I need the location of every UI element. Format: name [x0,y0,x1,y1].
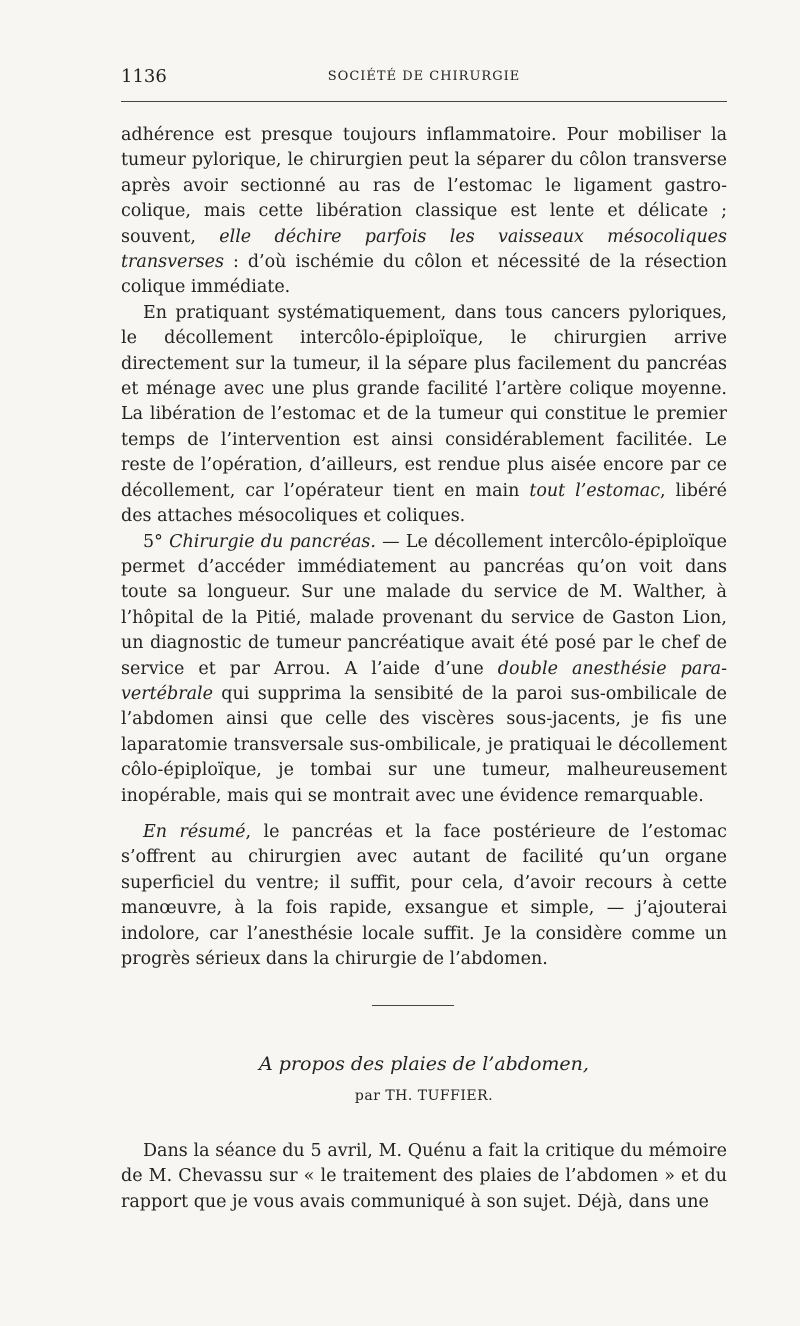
text-run: 5° [143,531,170,552]
italic-run: tout l’estomac [529,480,661,501]
paragraph-5 [121,1139,727,1215]
section-rule [372,1005,454,1006]
text-run: adhérence est presque toujours inflammatoire. Pour mobiliser la tumeur pylorique, le chirurgien peut la séparer du côlon transverse après avoir sectionné au ras de l’estomac le ligament gastro-colique, mais cette libération classique est lente et délicate ; souvent, [121,125,727,247]
text-run: Dans la séance du 5 avril, M. Quénu a fait la critique du mémoire de M. Chevassu sur « le traitement des plaies de l’abdomen » et du rapport que je vous avais communiqué à son sujet. Déjà, dans une [121,1141,727,1212]
text-run: En pratiquant systématiquement, dans tous cancers pyloriques, le décollement intercôlo-épiploïque, le chirurgien arrive directement sur la tumeur, il la sépare plus facilement du pancréas et ménage avec une plus grande facilité l’artère colique moyenne. La libération de l’estomac et de la tumeur qui constitue le premier temps de l’intervention est ainsi considérablement facilitée. Le reste de l’opération, d’ailleurs, est rendue plus aisée encore par ce décollement, car l’opérateur tient en main [121,302,727,501]
header-rule [121,101,727,102]
page-number: 1136 [121,66,167,87]
text-block-3 [121,1139,727,1215]
text-block-2 [121,820,727,972]
italic-run: double anesthésie para-vertébrale [121,658,727,704]
text-run: qui supprima la sensibité de la paroi sus-ombilicale de l’abdomen ainsi que celle des viscères sous-jacents, je fis une laparatomie transversale sus-ombilicale, je pratiquai le décollement côlo-épiploïque, je tombai sur une tumeur, malheureusement inopérable, mais qui se montrait avec une évidence remarquable. [121,683,727,806]
paragraph-4 [121,820,727,972]
text-run: — Le décollement intercôlo-épiploïque permet d’accéder immédiatement au pancréas qu’on voit dans toute sa longueur. Sur une malade du service de M. Walther, à l’hôpital de la Pitié, malade provenant du service de Gaston Lion, un diagnostic de tumeur pancréatique avait été posé par le chef de service et par Arrou. A l’aide d’une [121,531,728,679]
text-run: : d’où ischémie du côlon et nécessité de la résection colique immédiate. [121,252,727,298]
text-run: , libéré des attaches mésocoliques et coliques. [121,480,727,527]
paragraph-3 [121,530,727,809]
paragraph-2 [121,301,727,530]
text-run: , le pancréas et la face postérieure de l’estomac s’offrent au chirurgien avec autant de facilité qu’un organe superficiel du ventre; il suffit, pour cela, d’avoir recours à cette manœuvre, à la fois rapide, exsangue et simple, — j’ajouterai indolore, car l’anesthésie locale suffit. Je la considère comme un progrès sérieux dans la chirurgie de l’abdomen. [121,822,727,970]
paragraph-1 [121,123,727,301]
page-header [121,66,727,92]
article-byline: par TH. TUFFIER. [354,1088,494,1104]
text-block-1 [121,123,727,809]
running-head: SOCIÉTÉ DE CHIRURGIE [327,69,521,84]
italic-run: En résumé [143,822,246,842]
article-title: A propos des plaies de l’abdomen, [259,1053,589,1075]
italic-run: Chirurgie du pancréas. [169,531,376,552]
italic-run: elle déchire parfois les vaisseaux mésocoliques transverses [121,226,727,273]
